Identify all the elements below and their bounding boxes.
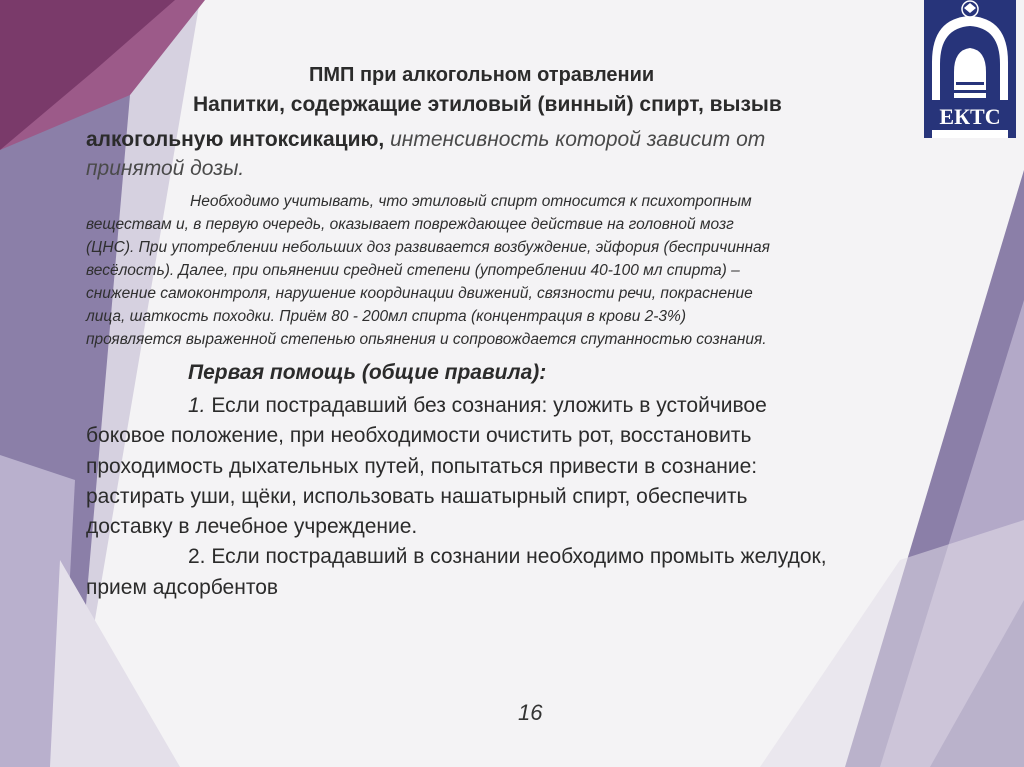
first-aid-item-1-cont: боковое положение, при необходимости очистить рот, восстановить (86, 424, 752, 448)
note-line: Необходимо учитывать, что этиловый спирт относится к психотропным (190, 193, 752, 210)
first-aid-item-1-cont: доставку в лечебное учреждение. (86, 515, 418, 539)
note-line: снижение самоконтроля, нарушение координации движений, связности речи, покраснение (86, 285, 753, 302)
slide-title: ПМП при алкогольном отравлении (309, 64, 655, 86)
note-line: проявляется выраженной степенью опьянения и сопровождается спутанностью сознания. (86, 331, 767, 348)
intro-line-2 (86, 127, 765, 153)
intro-line-2-italic: интенсивность которой зависит от (384, 128, 766, 151)
page-number: 16 (518, 700, 543, 725)
first-aid-item-1-cont: растирать уши, щёки, использовать нашатырный спирт, обеспечить (86, 484, 748, 508)
first-aid-item-2: 2. Если пострадавший в сознании необходимо промыть желудок, (188, 545, 827, 569)
first-aid-item-1-cont: проходимость дыхательных путей, попытаться привести в сознание: (86, 454, 758, 478)
first-aid-item-2-cont: прием адсорбентов (86, 575, 279, 599)
logo-emblem-icon (962, 1, 978, 17)
note-line: (ЦНС). При употреблении небольших доз развивается возбуждение, эйфория (беспричинная (86, 239, 770, 256)
first-aid-heading: Первая помощь (общие правила): (188, 361, 547, 384)
logo-text: ЕКТС (939, 104, 1001, 129)
intro-line-2-bold: алкогольную интоксикацию, (86, 128, 385, 151)
first-aid-list (86, 391, 827, 603)
note-line: веществам и, в первую очередь, оказывает повреждающее действие на головной мозг (86, 216, 734, 233)
first-aid-item-1-text: Если пострадавший без сознания: уложить в устойчивое (205, 394, 767, 417)
intro-line-1: Напитки, содержащие этиловый (винный) спирт, вызыв (193, 93, 782, 116)
first-aid-item-1-number: 1. (188, 394, 206, 417)
ekts-logo (912, 0, 1024, 148)
alcohol-effects-note (86, 190, 770, 351)
note-line: лица, шаткость походки. Приём 80 - 200мл спирта (концентрация в крови 2-3%) (86, 308, 686, 325)
intro-line-3: принятой дозы. (86, 157, 245, 180)
first-aid-item-1 (86, 391, 827, 421)
note-line: весёлость). Далее, при опьянении средней степени (употреблении 40-100 мл спирта) – (86, 262, 740, 279)
